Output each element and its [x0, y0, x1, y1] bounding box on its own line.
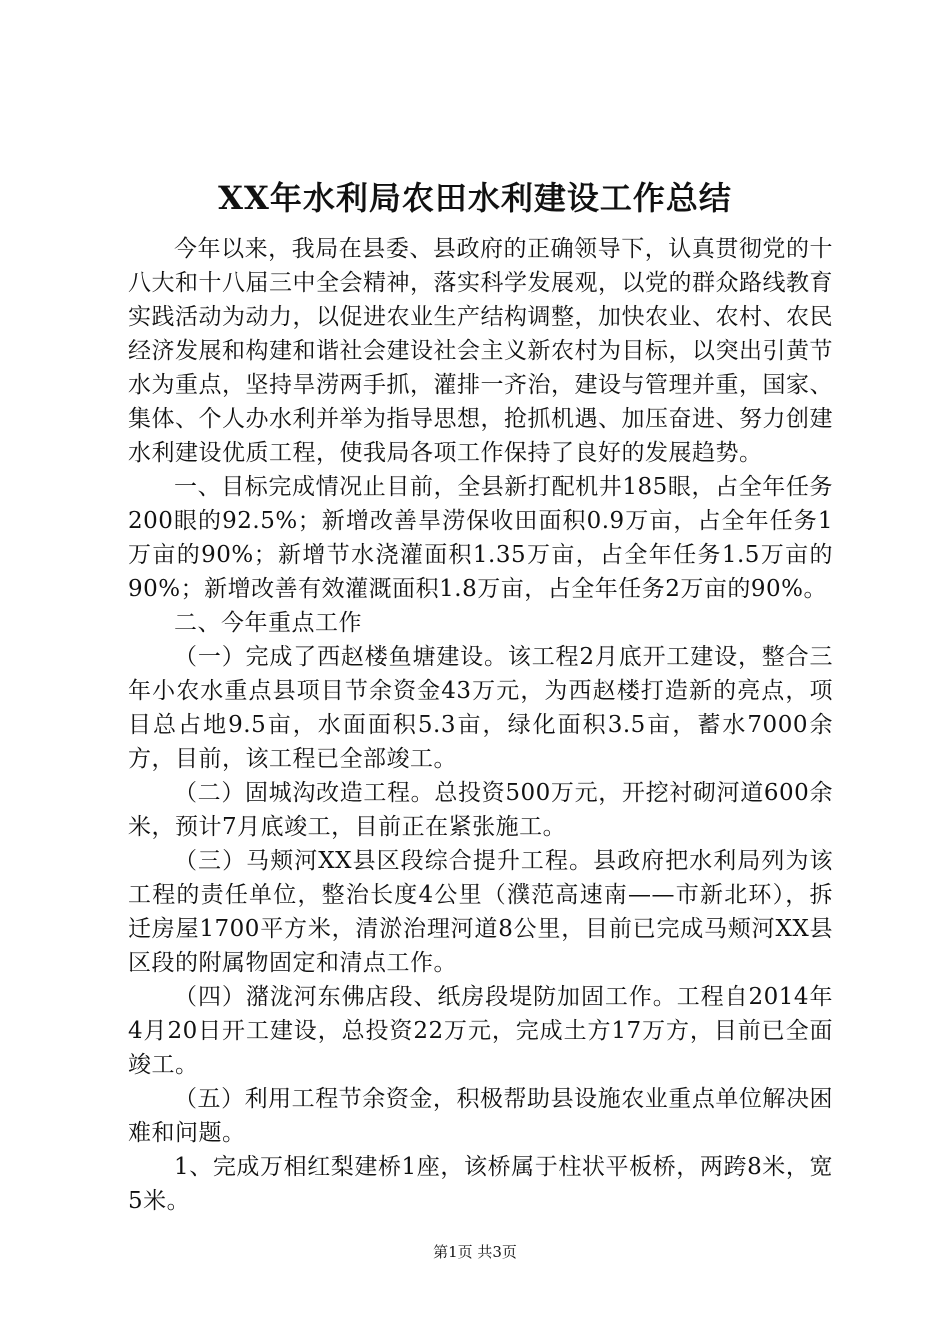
- section-heading-key-work: 二、今年重点工作: [174, 610, 362, 636]
- paragraph-subitem-1: 1、完成万相红梨建桥1座，该桥属于柱状平板桥，两跨8米，宽5米。: [128, 1154, 833, 1214]
- document-title: XX年水利局农田水利建设工作总结: [218, 179, 732, 217]
- page-number-footer: 第1页 共3页: [433, 1243, 517, 1261]
- paragraph-item-4: （四）潴泷河东佛店段、纸房段堤防加固工作。工程自2014年4月20日开工建设，总投资22万元，完成土方17万方，目前已全面竣工。: [128, 984, 833, 1078]
- paragraph-item-3: （三）马颊河XX县区段综合提升工程。县政府把水利局列为该工程的责任单位，整治长度4公里（濮范高速南——市新北环），拆迁房屋1700平方米，清淤治理河道8公里，目前已完成马颊河XX县区段的附属物固定和清点工作。: [128, 848, 833, 976]
- document-body: [128, 232, 833, 1218]
- paragraph-targets: 一、目标完成情况止目前，全县新打配机井185眼，占全年任务200眼的92.5%；新增改善旱涝保收田面积0.9万亩，占全年任务1万亩的90%；新增节水浇灌面积1.35万亩，占全年任务1.5万亩的90%；新增改善有效灌溉面积1.8万亩，占全年任务2万亩的90%。: [128, 474, 833, 602]
- paragraph-item-5: （五）利用工程节余资金，积极帮助县设施农业重点单位解决困难和问题。: [128, 1086, 833, 1146]
- paragraph-item-1: （一）完成了西赵楼鱼塘建设。该工程2月底开工建设，整合三年小农水重点县项目节余资金43万元，为西赵楼打造新的亮点，项目总占地9.5亩，水面面积5.3亩，绿化面积3.5亩，蓄水7000余方，目前，该工程已全部竣工。: [128, 644, 833, 772]
- paragraph-intro: 今年以来，我局在县委、县政府的正确领导下，认真贯彻党的十八大和十八届三中全会精神，落实科学发展观，以党的群众路线教育实践活动为动力，以促进农业生产结构调整，加快农业、农村、农民经济发展和构建和谐社会建设社会主义新农村为目标，以突出引黄节水为重点，坚持旱涝两手抓，灌排一齐治，建设与管理并重，国家、集体、个人办水利并举为指导思想，抢抓机遇、加压奋进、努力创建水利建设优质工程，使我局各项工作保持了良好的发展趋势。: [128, 236, 833, 466]
- paragraph-item-2: （二）固城沟改造工程。总投资500万元，开挖衬砌河道600余米，预计7月底竣工，目前正在紧张施工。: [128, 780, 833, 840]
